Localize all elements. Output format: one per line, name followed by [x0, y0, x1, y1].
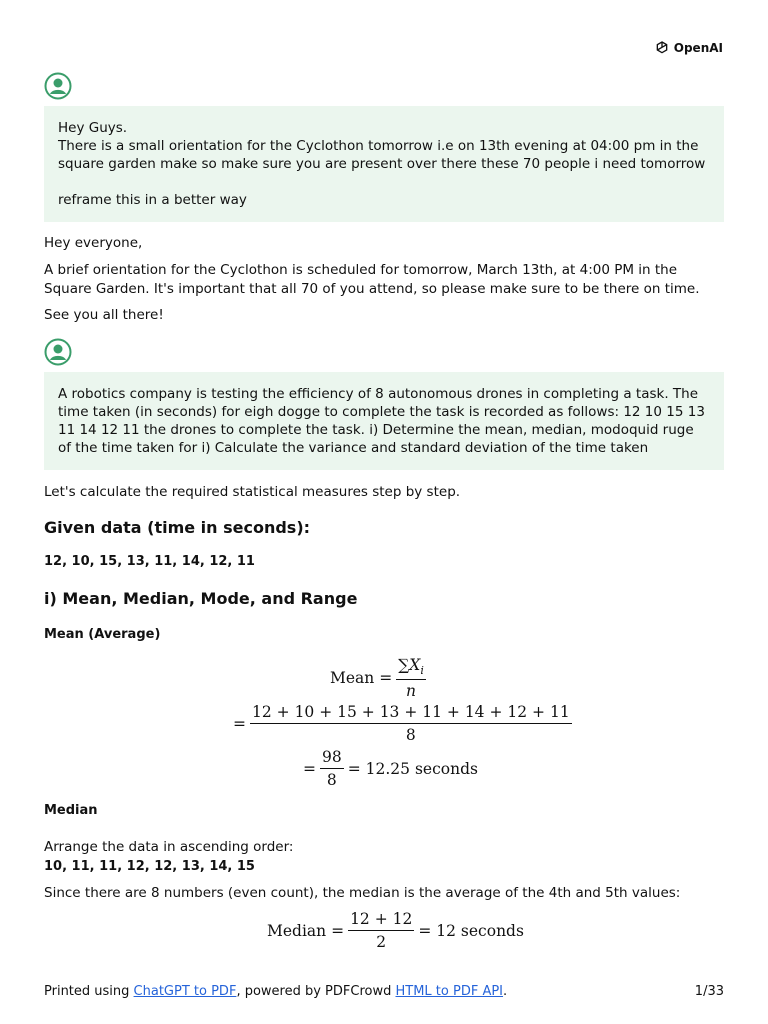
sum-expression: 12 + 10 + 15 + 13 + 11 + 14 + 12 + 11 — [250, 703, 572, 724]
given-data-heading: Given data (time in seconds): — [44, 518, 311, 537]
denominator: 8 — [405, 726, 416, 744]
user-message-2 — [44, 372, 724, 470]
given-data-values: 12, 10, 15, 13, 11, 14, 12, 11 — [44, 554, 255, 569]
numerator: 98 — [320, 748, 344, 769]
variable-sub-i: i — [420, 664, 424, 678]
assistant-paragraph: A brief orientation for the Cyclothon is scheduled for tomorrow, March 13th, at 4:00 PM in the Square Garden. It's important that all 70 of you attend, so please make sure to be there on time. — [44, 262, 700, 297]
user-avatar-icon — [44, 72, 72, 100]
median-intro: Arrange the data in ascending order: — [44, 839, 294, 855]
page-footer — [44, 984, 724, 999]
page-number: 1/33 — [694, 984, 724, 999]
openai-logo — [654, 40, 723, 56]
mean-result: = 12.25 seconds — [347, 759, 478, 778]
mean-step-3-fraction — [320, 748, 344, 789]
sigma-symbol: ∑ — [398, 656, 410, 674]
footer-prefix: Printed using — [44, 984, 134, 999]
median-result: = 12 seconds — [418, 921, 524, 940]
median-formula — [267, 910, 524, 951]
footer-middle: , powered by PDFCrowd — [236, 984, 396, 999]
median-explain: Since there are 8 numbers (even count), the median is the average of the 4th and 5th values: — [44, 885, 681, 901]
variable-n: n — [406, 682, 416, 701]
openai-logo-text: OpenAI — [673, 41, 723, 55]
equals-sign: = — [303, 759, 316, 778]
mean-label: Mean (Average) — [44, 627, 161, 642]
html-to-pdf-api-link[interactable]: HTML to PDF API — [395, 984, 504, 999]
numerator: 12 + 12 — [348, 910, 414, 931]
mean-step-2 — [233, 703, 576, 744]
median-label: Median — [44, 803, 98, 818]
mean-formula — [330, 656, 430, 700]
chatgpt-to-pdf-link[interactable]: ChatGPT to PDF — [133, 984, 237, 999]
mean-fraction — [396, 656, 426, 700]
denominator: 8 — [326, 771, 337, 789]
section-heading: i) Mean, Median, Mode, and Range — [44, 589, 358, 608]
variable-x: X — [409, 656, 421, 674]
user-message-line: Hey Guys. — [58, 120, 128, 136]
mean-step-3 — [303, 748, 478, 789]
user-message-blank — [58, 173, 710, 191]
mean-step-2-fraction — [250, 703, 572, 744]
median-fraction — [348, 910, 414, 951]
denominator: 2 — [376, 933, 387, 951]
median-formula-lhs: Median = — [267, 921, 345, 940]
mean-formula-lhs: Mean = — [330, 669, 393, 688]
user-avatar-icon — [44, 338, 72, 366]
openai-logo-icon — [654, 40, 670, 56]
footer-credit — [44, 984, 507, 999]
user-message-text: A robotics company is testing the efficiency of 8 autonomous drones in completing a task. The time taken (in seconds) for eigh dogge to complete the task is recorded as follows: 12 10 15 13 11 14 12 11 the drones to complete the task. i) Determine the mean, median, modoquid ruge of the time taken for i) Calculate the variance and standard deviation of the time taken — [58, 386, 705, 456]
sorted-values: 10, 11, 11, 12, 12, 13, 14, 15 — [44, 859, 255, 874]
assistant-paragraph: See you all there! — [44, 307, 164, 323]
user-message-line: There is a small orientation for the Cyclothon tomorrow i.e on 13th evening at 04:00 pm in the square garden make so make sure you are present over there these 70 people i need tomorrow — [58, 138, 706, 172]
footer-suffix: . — [503, 984, 508, 999]
user-message-1 — [44, 106, 724, 222]
user-message-line: reframe this in a better way — [58, 192, 247, 208]
assistant-intro: Let's calculate the required statistical measures step by step. — [44, 484, 461, 500]
equals-sign: = — [233, 714, 246, 733]
assistant-paragraph: Hey everyone, — [44, 235, 143, 251]
